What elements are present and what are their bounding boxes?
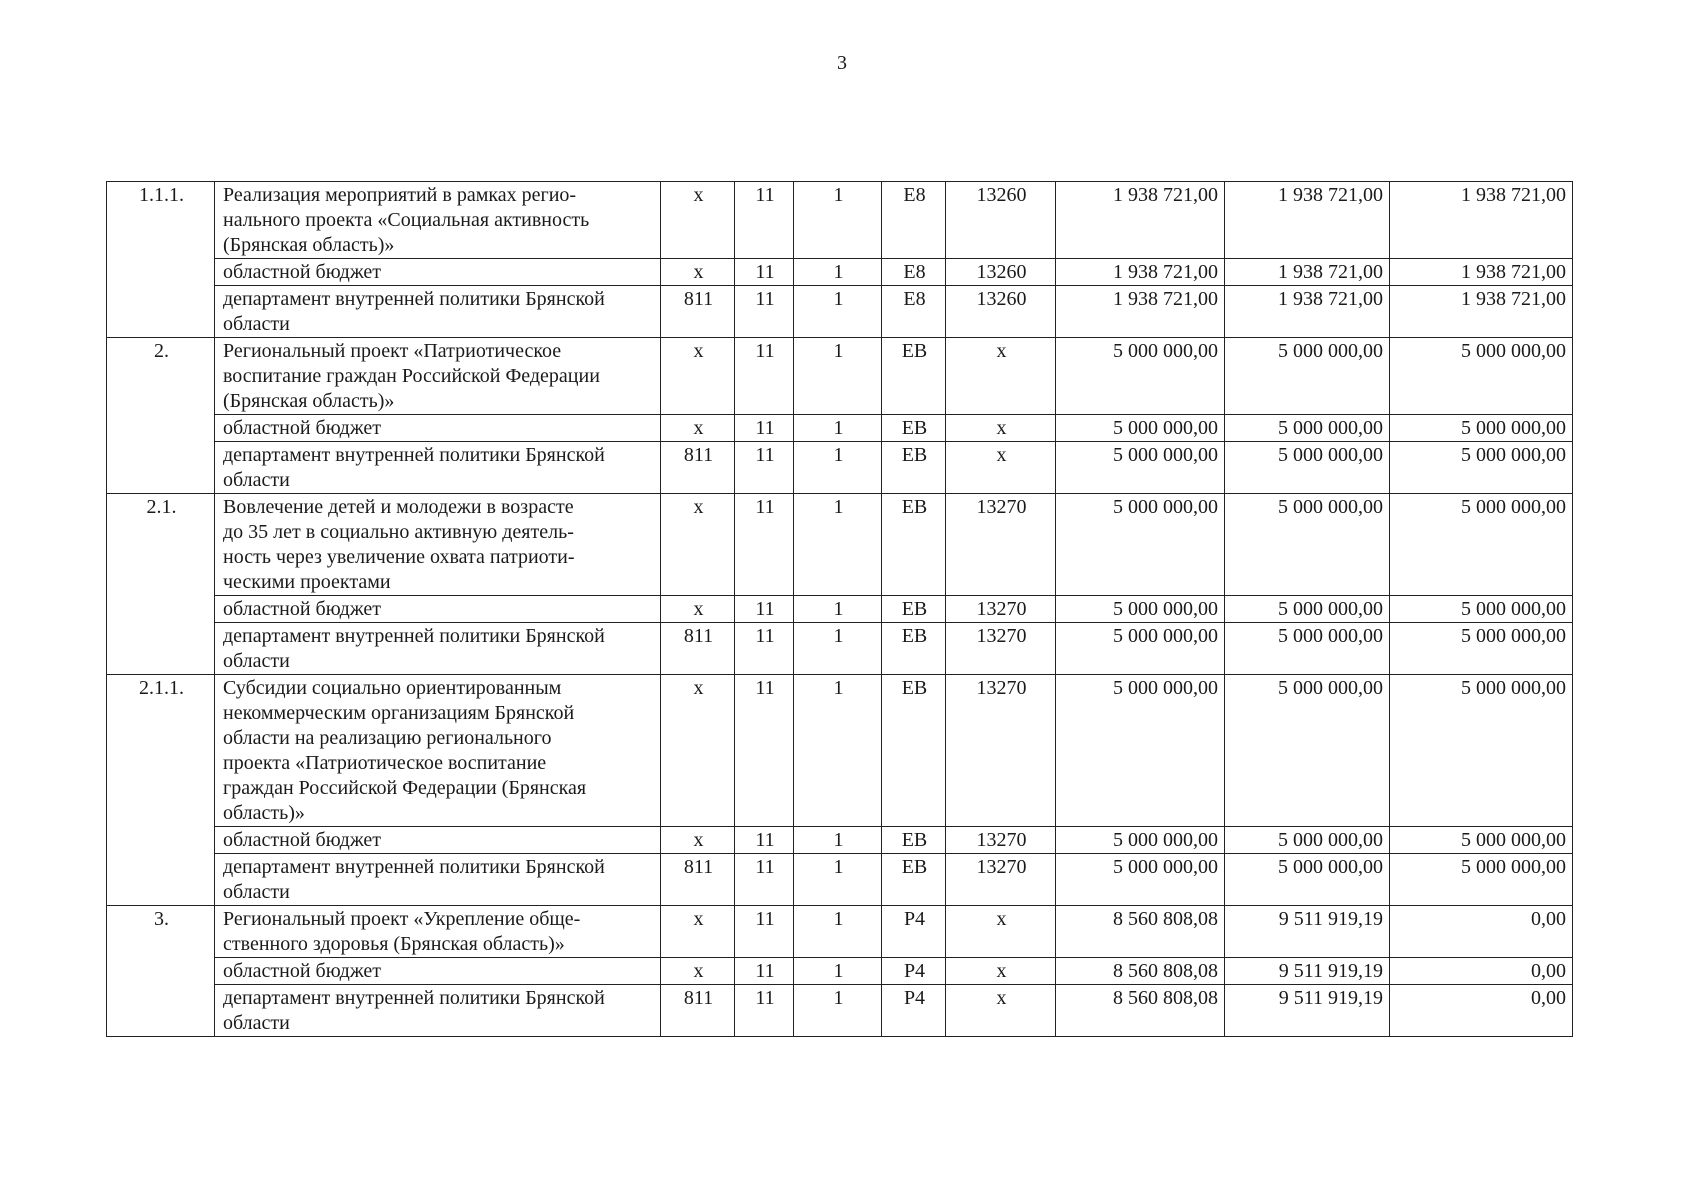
amount-year-3: 1 938 721,00 (1390, 259, 1573, 286)
amount-year-3: 5 000 000,00 (1390, 623, 1573, 675)
code-direction: 13270 (946, 596, 1056, 623)
table-row (107, 958, 1573, 985)
row-description: областной бюджет (215, 596, 661, 623)
row-description: Региональный проект «Укрепление обще- ственного здоровья (Брянская область)» (215, 906, 661, 958)
amount-year-1: 5 000 000,00 (1056, 338, 1225, 415)
amount-year-2: 5 000 000,00 (1225, 827, 1390, 854)
code-direction: 13270 (946, 494, 1056, 596)
amount-year-1: 5 000 000,00 (1056, 623, 1225, 675)
code-program: 11 (735, 906, 794, 958)
code-grbs: 811 (661, 985, 735, 1037)
row-description: департамент внутренней политики Брянской области (215, 286, 661, 338)
amount-year-2: 1 938 721,00 (1225, 286, 1390, 338)
row-description: областной бюджет (215, 259, 661, 286)
table-body (107, 182, 1573, 1037)
code-project: Е8 (882, 286, 946, 338)
code-direction: х (946, 442, 1056, 494)
code-direction: 13260 (946, 286, 1056, 338)
amount-year-3: 1 938 721,00 (1390, 286, 1573, 338)
code-subprogram: 1 (794, 259, 882, 286)
code-program: 11 (735, 259, 794, 286)
amount-year-1: 1 938 721,00 (1056, 182, 1225, 259)
code-grbs: х (661, 958, 735, 985)
code-program: 11 (735, 494, 794, 596)
code-grbs: 811 (661, 286, 735, 338)
amount-year-2: 1 938 721,00 (1225, 259, 1390, 286)
table-row (107, 985, 1573, 1037)
table-row (107, 286, 1573, 338)
amount-year-3: 5 000 000,00 (1390, 494, 1573, 596)
code-project: ЕВ (882, 338, 946, 415)
code-project: Е8 (882, 182, 946, 259)
code-direction: 13270 (946, 827, 1056, 854)
code-project: Р4 (882, 985, 946, 1037)
code-project: Р4 (882, 958, 946, 985)
row-description: Субсидии социально ориентированным некоммерческим организациям Брянской области на реализацию регионального проекта «Патриотическое воспитание граждан Российской Федерации (Брянская область)» (215, 675, 661, 827)
amount-year-1: 1 938 721,00 (1056, 286, 1225, 338)
code-project: ЕВ (882, 442, 946, 494)
code-program: 11 (735, 442, 794, 494)
table-row (107, 415, 1573, 442)
code-program: 11 (735, 854, 794, 906)
code-program: 11 (735, 985, 794, 1037)
amount-year-1: 8 560 808,08 (1056, 906, 1225, 958)
amount-year-1: 5 000 000,00 (1056, 494, 1225, 596)
code-project: ЕВ (882, 827, 946, 854)
code-program: 11 (735, 827, 794, 854)
table-row (107, 442, 1573, 494)
code-direction: х (946, 985, 1056, 1037)
amount-year-1: 5 000 000,00 (1056, 415, 1225, 442)
code-program: 11 (735, 623, 794, 675)
amount-year-3: 5 000 000,00 (1390, 442, 1573, 494)
code-subprogram: 1 (794, 338, 882, 415)
code-subprogram: 1 (794, 182, 882, 259)
row-description: областной бюджет (215, 415, 661, 442)
page-number: 3 (837, 52, 847, 74)
amount-year-2: 1 938 721,00 (1225, 182, 1390, 259)
code-program: 11 (735, 338, 794, 415)
code-direction: 13270 (946, 623, 1056, 675)
amount-year-3: 5 000 000,00 (1390, 596, 1573, 623)
code-grbs: х (661, 906, 735, 958)
code-subprogram: 1 (794, 827, 882, 854)
code-grbs: х (661, 259, 735, 286)
amount-year-3: 0,00 (1390, 906, 1573, 958)
amount-year-1: 5 000 000,00 (1056, 442, 1225, 494)
amount-year-1: 5 000 000,00 (1056, 827, 1225, 854)
code-subprogram: 1 (794, 596, 882, 623)
amount-year-3: 5 000 000,00 (1390, 854, 1573, 906)
code-program: 11 (735, 675, 794, 827)
code-direction: 13270 (946, 854, 1056, 906)
amount-year-1: 1 938 721,00 (1056, 259, 1225, 286)
row-number: 2.1. (107, 494, 215, 675)
code-direction: х (946, 958, 1056, 985)
amount-year-3: 5 000 000,00 (1390, 827, 1573, 854)
code-subprogram: 1 (794, 854, 882, 906)
code-subprogram: 1 (794, 494, 882, 596)
code-subprogram: 1 (794, 675, 882, 827)
code-subprogram: 1 (794, 623, 882, 675)
table-row (107, 259, 1573, 286)
amount-year-2: 5 000 000,00 (1225, 623, 1390, 675)
amount-year-2: 5 000 000,00 (1225, 494, 1390, 596)
amount-year-1: 8 560 808,08 (1056, 958, 1225, 985)
table-row (107, 182, 1573, 259)
amount-year-3: 5 000 000,00 (1390, 675, 1573, 827)
amount-year-1: 5 000 000,00 (1056, 675, 1225, 827)
row-number: 3. (107, 906, 215, 1037)
code-direction: 13270 (946, 675, 1056, 827)
code-project: ЕВ (882, 623, 946, 675)
code-grbs: х (661, 338, 735, 415)
code-subprogram: 1 (794, 415, 882, 442)
amount-year-3: 5 000 000,00 (1390, 338, 1573, 415)
code-project: ЕВ (882, 596, 946, 623)
code-program: 11 (735, 182, 794, 259)
amount-year-2: 5 000 000,00 (1225, 338, 1390, 415)
code-direction: х (946, 338, 1056, 415)
code-grbs: х (661, 675, 735, 827)
code-grbs: 811 (661, 623, 735, 675)
row-description: департамент внутренней политики Брянской области (215, 442, 661, 494)
row-description: Вовлечение детей и молодежи в возрасте до 35 лет в социально активную деятель- ность через увеличение охвата патриоти- ческими проектами (215, 494, 661, 596)
row-number: 2. (107, 338, 215, 494)
code-grbs: х (661, 415, 735, 442)
code-subprogram: 1 (794, 286, 882, 338)
table-row (107, 906, 1573, 958)
code-grbs: 811 (661, 442, 735, 494)
code-direction: 13260 (946, 182, 1056, 259)
amount-year-2: 5 000 000,00 (1225, 596, 1390, 623)
amount-year-2: 9 511 919,19 (1225, 906, 1390, 958)
row-description: департамент внутренней политики Брянской области (215, 623, 661, 675)
amount-year-3: 0,00 (1390, 985, 1573, 1037)
amount-year-2: 9 511 919,19 (1225, 958, 1390, 985)
code-grbs: х (661, 182, 735, 259)
code-program: 11 (735, 596, 794, 623)
code-project: ЕВ (882, 494, 946, 596)
amount-year-2: 5 000 000,00 (1225, 675, 1390, 827)
budget-table (106, 181, 1573, 1037)
table-row (107, 854, 1573, 906)
code-project: ЕВ (882, 854, 946, 906)
code-project: Е8 (882, 259, 946, 286)
code-subprogram: 1 (794, 906, 882, 958)
row-description: областной бюджет (215, 958, 661, 985)
table-row (107, 675, 1573, 827)
amount-year-2: 5 000 000,00 (1225, 415, 1390, 442)
code-program: 11 (735, 958, 794, 985)
row-description: Реализация мероприятий в рамках регио- нального проекта «Социальная активность (Брянская область)» (215, 182, 661, 259)
row-description: Региональный проект «Патриотическое воспитание граждан Российской Федерации (Брянская область)» (215, 338, 661, 415)
row-description: департамент внутренней политики Брянской области (215, 854, 661, 906)
amount-year-1: 5 000 000,00 (1056, 596, 1225, 623)
amount-year-3: 1 938 721,00 (1390, 182, 1573, 259)
table-row (107, 623, 1573, 675)
table-row (107, 827, 1573, 854)
row-number: 2.1.1. (107, 675, 215, 906)
code-grbs: 811 (661, 854, 735, 906)
code-direction: х (946, 906, 1056, 958)
row-description: областной бюджет (215, 827, 661, 854)
amount-year-3: 5 000 000,00 (1390, 415, 1573, 442)
code-direction: 13260 (946, 259, 1056, 286)
code-subprogram: 1 (794, 442, 882, 494)
code-program: 11 (735, 415, 794, 442)
code-project: Р4 (882, 906, 946, 958)
amount-year-1: 5 000 000,00 (1056, 854, 1225, 906)
amount-year-2: 5 000 000,00 (1225, 442, 1390, 494)
code-grbs: х (661, 827, 735, 854)
code-project: ЕВ (882, 415, 946, 442)
code-program: 11 (735, 286, 794, 338)
code-direction: х (946, 415, 1056, 442)
code-grbs: х (661, 494, 735, 596)
amount-year-3: 0,00 (1390, 958, 1573, 985)
code-project: ЕВ (882, 675, 946, 827)
row-description: департамент внутренней политики Брянской области (215, 985, 661, 1037)
amount-year-2: 9 511 919,19 (1225, 985, 1390, 1037)
row-number: 1.1.1. (107, 182, 215, 338)
table-row (107, 494, 1573, 596)
table-row (107, 596, 1573, 623)
code-subprogram: 1 (794, 958, 882, 985)
table-row (107, 338, 1573, 415)
code-subprogram: 1 (794, 985, 882, 1037)
amount-year-1: 8 560 808,08 (1056, 985, 1225, 1037)
amount-year-2: 5 000 000,00 (1225, 854, 1390, 906)
code-grbs: х (661, 596, 735, 623)
